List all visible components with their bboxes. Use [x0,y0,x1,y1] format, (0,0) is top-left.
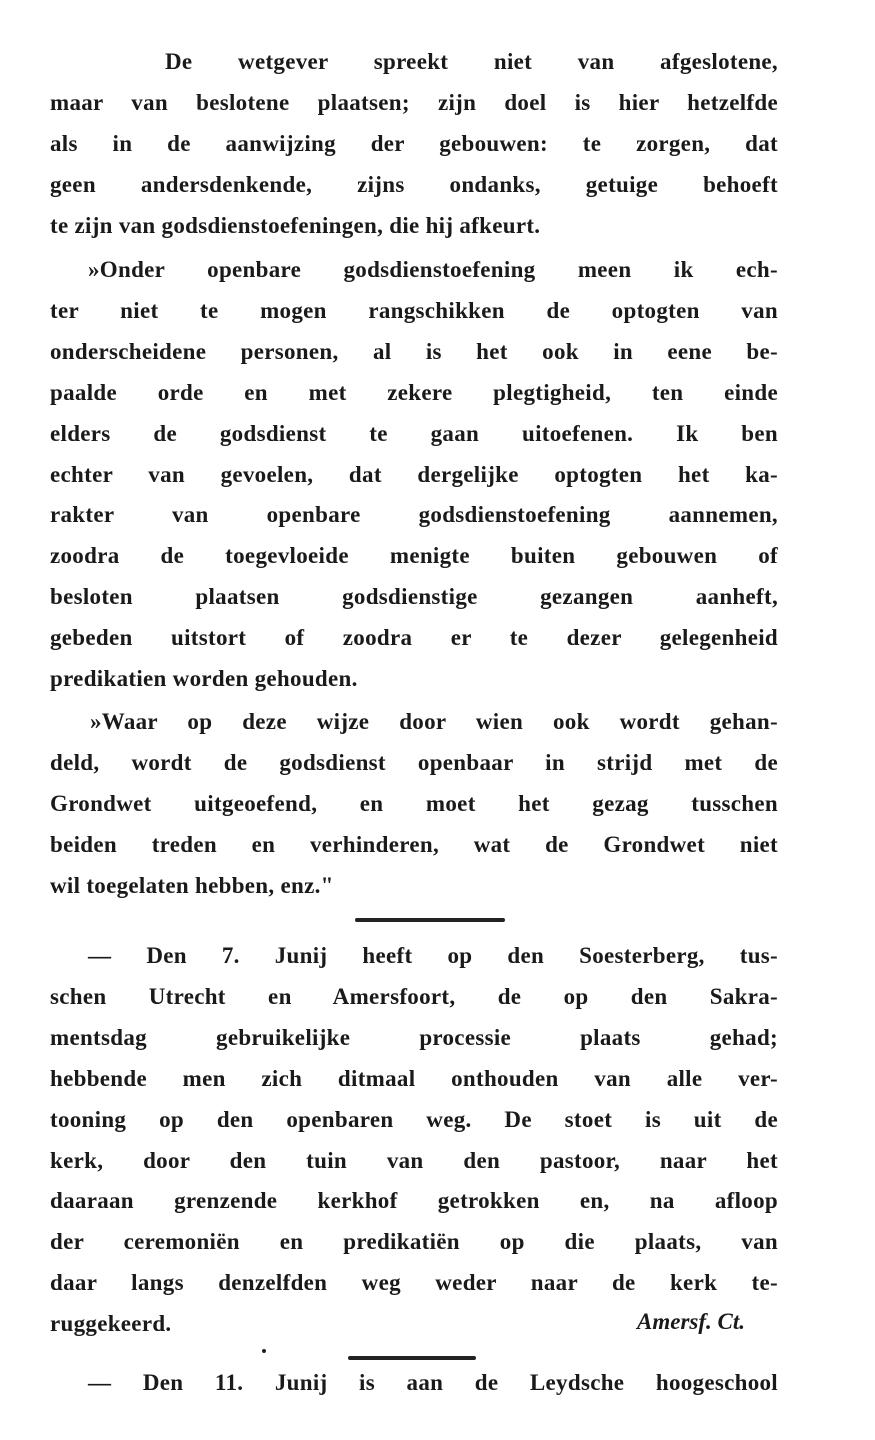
paragraph3-line: wil toegelaten hebben, enz." [50,872,334,898]
paragraph1-line: te zijn van godsdienstoefeningen, die hij afkeurt. [50,212,541,238]
paragraph2-line: gebeden uitstort of zoodra er te dezer gelegenheid [50,625,778,651]
section-divider [348,1356,476,1360]
article2-line: daaraan grenzende kerkhof getrokken en, na afloop [50,1188,778,1214]
section-divider [355,918,505,922]
paragraph1-line: De wetgever spreekt niet van afgeslotene, [165,49,778,74]
article2-line: der ceremoniën en predikatiën op die plaats, van [50,1229,778,1255]
paragraph3-line: Grondwet uitgeoefend, en moet het gezag tusschen [50,790,778,816]
paragraph2-line: predikatien worden gehouden. [50,666,358,691]
paragraph2-line: paalde orde en met zekere plegtigheid, ten einde [50,379,778,405]
source-attribution: Amersf. Ct. [637,1309,745,1335]
ink-speck [262,1349,266,1353]
article2-line: schen Utrecht en Amersfoort, de op den Sakra- [50,983,778,1009]
paragraph3-line: deld, wordt de godsdienst openbaar in strijd met de [50,749,778,775]
paragraph3-line: beiden treden en verhinderen, wat de Grondwet niet [50,831,778,857]
article3-line: — Den 11. Junij is aan de Leydsche hoogeschool [88,1370,778,1395]
paragraph2-line: »Onder openbare godsdienstoefening meen ik ech- [88,257,778,282]
article2-line: tooning op den openbaren weg. De stoet is uit de [50,1106,778,1132]
paragraph2-line: besloten plaatsen godsdienstige gezangen aanheft, [50,584,778,610]
paragraph2-line: echter van gevoelen, dat dergelijke optogten het ka- [50,461,778,487]
paragraph2-line: zoodra de toegevloeide menigte buiten gebouwen of [50,543,778,569]
paragraph2-line: rakter van openbare godsdienstoefening aannemen, [50,502,778,528]
paragraph1-line: maar van beslotene plaatsen; zijn doel is hier hetzelfde [50,89,778,115]
article2-line: hebbende men zich ditmaal onthouden van alle ver- [50,1065,778,1091]
article2-line: daar langs denzelfden weg weder naar de kerk te- [50,1270,778,1296]
paragraph1-line: geen andersdenkende, zijns ondanks, getuige behoeft [50,171,778,197]
article2-line: — Den 7. Junij heeft op den Soesterberg, tus- [88,943,778,968]
article2-line: mentsdag gebruikelijke processie plaats gehad; [50,1024,778,1050]
paragraph2-line: onderscheidene personen, al is het ook in eene be- [50,338,778,364]
article2-line: ruggekeerd. [50,1311,172,1337]
paragraph2-line: ter niet te mogen rangschikken de optogten van [50,297,778,323]
article2-line: kerk, door den tuin van den pastoor, naar het [50,1147,778,1173]
paragraph3-line: »Waar op deze wijze door wien ook wordt gehan- [90,709,778,734]
paragraph2-line: elders de godsdienst te gaan uitoefenen. Ik ben [50,420,778,446]
paragraph1-line: als in de aanwijzing der gebouwen: te zorgen, dat [50,130,778,156]
